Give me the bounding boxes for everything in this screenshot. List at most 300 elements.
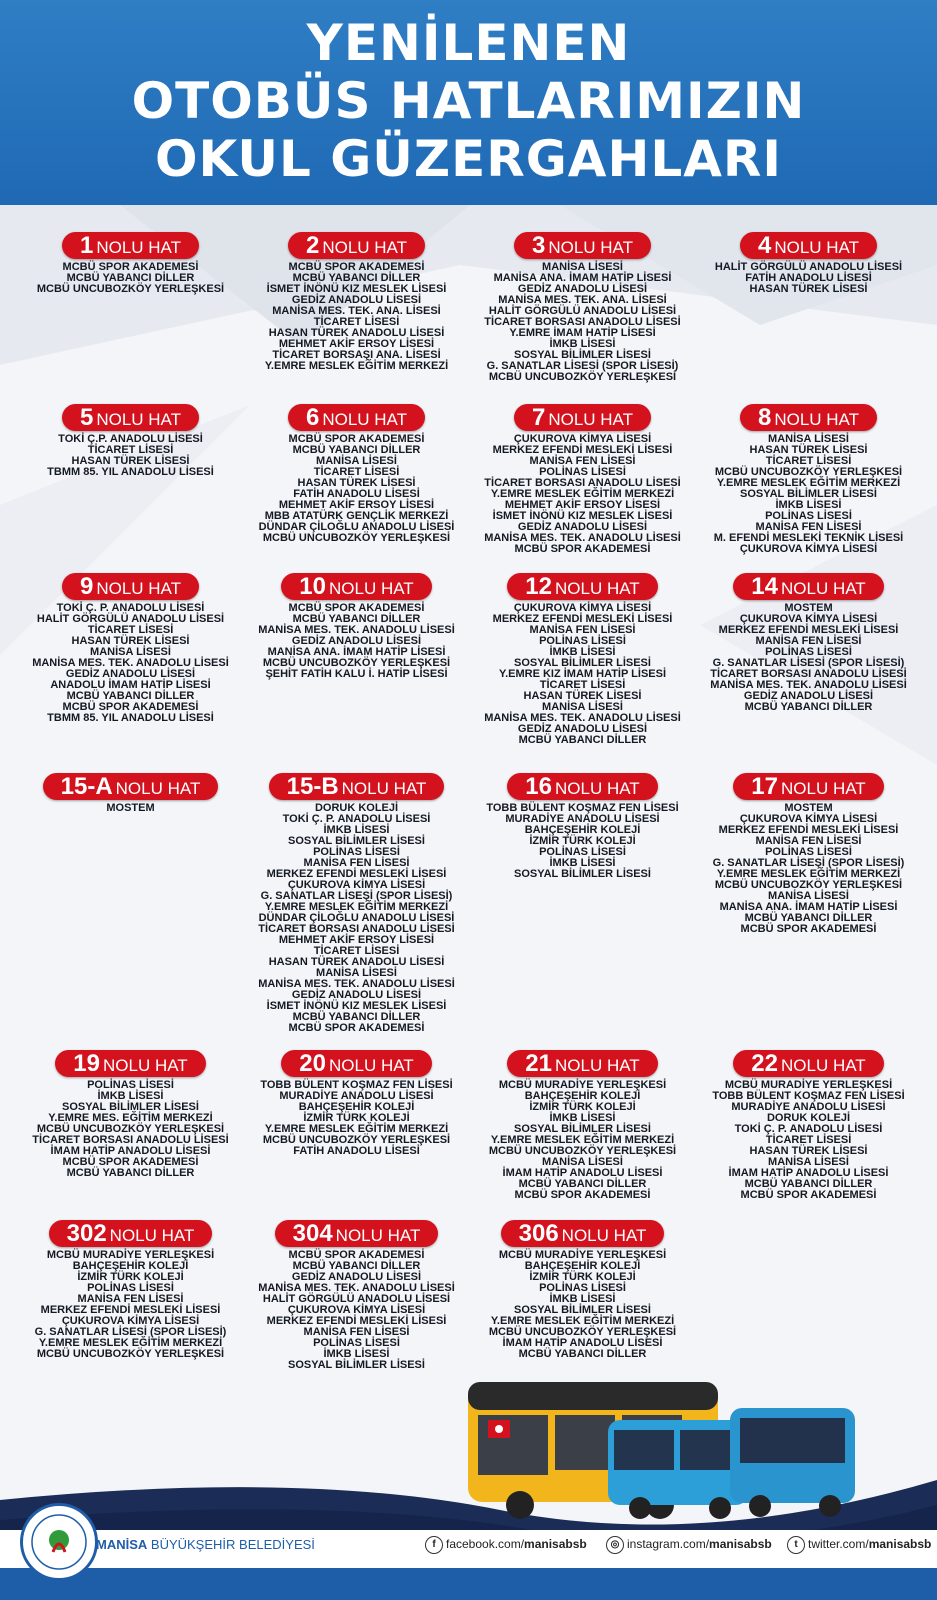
stop-item: MEHMET AKİF ERSOY LİSESİ [504,499,661,511]
stop-item: MCBÜ MURADİYE YERLEŞKESİ [498,1249,667,1261]
stop-item: TİCARET BORSASI ANADOLU LİSESİ [32,1134,229,1146]
twitter-handle: manisabsb [868,1537,932,1552]
stop-item: SOSYAL BİLİMLER LİSESİ [288,1359,425,1371]
stop-item: MANİSA ANA. İMAM HATİP LİSESİ [719,901,898,913]
route-badge [269,773,445,800]
route-number: 16 [525,773,552,800]
route-badge [275,1220,439,1247]
stop-item: İMAM HATİP ANADOLU LİSESİ [502,1337,663,1349]
stop-item: SOSYAL BİLİMLER LİSESİ [62,1101,199,1113]
stop-item: MCBÜ SPOR AKADEMESİ [288,1022,425,1034]
route-badge [514,404,651,431]
stop-item: TİCARET LİSESİ [765,455,852,467]
stop-item: POLİNAS LİSESİ [539,635,626,647]
stop-item: MOSTEM [784,602,833,614]
stop-item: SOSYAL BİLİMLER LİSESİ [514,1123,651,1135]
stop-item: Y.EMRE MESLEK EĞİTİM MERKEZİ [38,1337,223,1349]
route-badge [62,232,199,259]
route-card [18,232,243,295]
stop-item: Y.EMRE MESLEK EĞİTİM MERKEZİ [490,1134,675,1146]
stop-item: TOKİ Ç. P. ANADOLU LİSESİ [56,602,205,614]
stop-item: MCBÜ UNCUBOZKÖY YERLEŞKESİ [488,1145,677,1157]
stop-item: MEHMET AKİF ERSOY LİSESİ [278,934,435,946]
route-badge [288,404,425,431]
route-card [18,1220,243,1360]
stop-item: TİCARET BORSASI ANADOLU LİSESİ [484,316,681,328]
stop-item: MURADİYE ANADOLU LİSESİ [279,1090,434,1102]
stop-item: SOSYAL BİLİMLER LİSESİ [514,868,651,880]
stop-item: MCBÜ YABANCI DİLLER [518,1348,647,1360]
route-label: NOLU HAT [335,1226,421,1245]
stop-item: MCBÜ YABANCI DİLLER [66,690,195,702]
stop-item: MANİSA LİSESİ [542,701,623,713]
stop-item: MEHMET AKİF ERSOY LİSESİ [278,499,435,511]
brand-name [96,1537,315,1552]
stop-list [470,603,695,746]
stop-list [18,603,243,724]
route-card [696,573,921,713]
stop-item: BAHÇEŞEHİR KOLEJİ [72,1260,189,1272]
stop-item: TOBB BÜLENT KOŞMAZ FEN LİSESİ [486,802,679,814]
stop-item: MCBÜ YABANCI DİLLER [744,1178,873,1190]
route-number: 15-B [286,773,339,800]
route-card [18,773,243,814]
stop-item: MCBÜ UNCUBOZKÖY YERLEŞKESİ [262,657,451,669]
stop-item: G. SANATLAR LİSESİ (SPOR LİSESİ) [486,360,679,372]
stop-item: POLİNAS LİSESİ [765,846,852,858]
route-label: NOLU HAT [322,238,408,257]
stop-item: HALİT GÖRGÜLÜ ANADOLU LİSESİ [262,1293,451,1305]
stop-item: HASAN TÜREK ANADOLU LİSESİ [268,327,445,339]
stop-item: POLİNAS LİSESİ [765,646,852,658]
stop-list [696,603,921,713]
stop-item: BAHÇEŞEHİR KOLEJİ [298,1101,415,1113]
route-label: NOLU HAT [103,1056,188,1075]
route-badge [281,1050,431,1077]
stop-item: SOSYAL BİLİMLER LİSESİ [514,349,651,361]
route-label: NOLU HAT [555,779,640,798]
stop-item: İZMİR TÜRK KOLEJİ [529,1101,636,1113]
stop-item: MANİSA MES. TEK. ANADOLU LİSESİ [258,978,455,990]
stop-item: MANİSA MES. TEK. ANADOLU LİSESİ [484,532,681,544]
route-card [696,232,921,295]
title-line-3: OKUL GÜZERGAHLARI [154,130,783,188]
stop-item: ÇUKUROVA KİMYA LİSESİ [739,613,878,625]
route-label: NOLU HAT [329,579,414,598]
stop-item: POLİNAS LİSESİ [539,1282,626,1294]
stop-item: HASAN TÜREK ANADOLU LİSESİ [268,956,445,968]
stop-item: POLİNAS LİSESİ [313,846,400,858]
route-card [244,773,469,1034]
stop-item: HASAN TÜREK LİSESİ [523,690,642,702]
route-number: 304 [292,1220,333,1247]
route-number: 17 [751,773,778,800]
route-number: 15-A [60,773,113,800]
route-number: 12 [525,573,552,600]
route-label: NOLU HAT [96,410,182,429]
route-label: NOLU HAT [341,779,427,798]
stop-item: Y.EMRE İMAM HATİP LİSESİ [509,327,656,339]
stop-item: MBB ATATÜRK GENÇLİK MERKEZİ [264,510,449,522]
title-line-2: OTOBÜS HATLARIMIZIN [131,72,806,130]
twitter-icon: t [787,1536,805,1554]
stop-item: MCBÜ YABANCI DİLLER [744,912,873,924]
stop-item: MERKEZ EFENDİ MESLEKİ LİSESİ [492,613,673,625]
route-card [470,232,695,383]
stop-item: MCBÜ MURADİYE YERLEŞKESİ [498,1079,667,1091]
stop-item: MCBÜ UNCUBOZKÖY YERLEŞKESİ [262,1134,451,1146]
stop-item: Y.EMRE KIZ İMAM HATİP LİSESİ [498,668,667,680]
route-label: NOLU HAT [781,779,866,798]
stop-item: MCBÜ SPOR AKADEMESİ [62,1156,199,1168]
stop-list [244,262,469,372]
route-label: NOLU HAT [96,238,182,257]
stop-item: MCBÜ SPOR AKADEMESİ [288,1249,425,1261]
route-card [470,1050,695,1201]
stop-item: MERKEZ EFENDİ MESLEKİ LİSESİ [266,1315,447,1327]
route-label: NOLU HAT [561,1226,647,1245]
stop-item: GEDİZ ANADOLU LİSESİ [291,1271,422,1283]
facebook-link[interactable] [425,1536,587,1554]
stop-list [244,1250,469,1371]
stop-item: TOBB BÜLENT KOŞMAZ FEN LİSESİ [260,1079,453,1091]
stop-item: MANİSA LİSESİ [90,646,171,658]
stop-item: SOSYAL BİLİMLER LİSESİ [288,835,425,847]
stop-item: MCBÜ SPOR AKADEMESİ [514,543,651,555]
stop-item: İMKB LİSESİ [323,1348,390,1360]
route-badge [288,232,425,259]
stop-item: HASAN TÜREK LİSESİ [71,635,190,647]
stop-item: M. EFENDİ MESLEKİ TEKNİK LİSESİ [713,532,904,544]
route-number: 19 [73,1050,100,1077]
stop-item: MOSTEM [784,802,833,814]
stop-list [244,1080,469,1157]
stop-item: GEDİZ ANADOLU LİSESİ [517,521,648,533]
stop-item: SOSYAL BİLİMLER LİSESİ [740,488,877,500]
stop-item: GEDİZ ANADOLU LİSESİ [291,635,422,647]
stop-item: MANİSA MES. TEK. ANA. LİSESİ [498,294,667,306]
route-label: NOLU HAT [109,1226,195,1245]
stop-list [470,803,695,880]
stop-item: İMKB LİSESİ [323,824,390,836]
stop-item: DORUK KOLEJİ [314,802,399,814]
stop-item: Y.EMRE MESLEK EĞİTİM MERKEZİ [716,868,901,880]
stop-item: TOKİ Ç. P. ANADOLU LİSESİ [734,1123,883,1135]
stop-item: Y.EMRE MESLEK EĞİTİM MERKEZİ [264,1123,449,1135]
stop-item: İZMİR TÜRK KOLEJİ [529,835,636,847]
stop-item: ÇUKUROVA KİMYA LİSESİ [287,879,426,891]
stop-item: TİCARET BORSASI ANADOLU LİSESİ [484,477,681,489]
route-card [470,573,695,746]
stop-item: MCBÜ MURADİYE YERLEŞKESİ [724,1079,893,1091]
stop-item: MCBÜ YABANCI DİLLER [744,701,873,713]
stop-item: TOKİ Ç.P. ANADOLU LİSESİ [58,433,203,445]
stop-item: MCBÜ SPOR AKADEMESİ [740,1189,877,1201]
route-card [244,1220,469,1371]
stop-item: İMKB LİSESİ [97,1090,164,1102]
route-card [18,404,243,478]
route-label: NOLU HAT [115,779,201,798]
stop-item: MCBÜ SPOR AKADEMESİ [288,602,425,614]
route-number: 10 [299,573,326,600]
stop-list [244,803,469,1034]
stop-item: MANİSA LİSESİ [542,261,623,273]
stop-item: HALİT GÖRGÜLÜ ANADOLU LİSESİ [488,305,677,317]
route-card [696,404,921,555]
facebook-handle: manisabsb [524,1537,587,1552]
instagram-icon: ◎ [606,1536,624,1554]
stop-list [244,434,469,544]
route-badge [55,1050,205,1077]
bus-blue-icon [608,1420,748,1519]
stop-item: FATİH ANADOLU LİSESİ [745,272,872,284]
stop-item: ÇUKUROVA KİMYA LİSESİ [739,813,878,825]
route-card [244,404,469,544]
stop-item: Y.EMRE MES. EĞİTİM MERKEZİ [48,1112,213,1124]
twitter-prefix: twitter.com/ [808,1537,869,1552]
route-badge [281,573,431,600]
stop-item: ÇUKUROVA KİMYA LİSESİ [513,602,652,614]
route-card [18,1050,243,1179]
stop-item: G. SANATLAR LİSESİ (SPOR LİSESİ) [34,1326,227,1338]
route-number: 306 [518,1220,559,1247]
stop-item: İMKB LİSESİ [775,499,842,511]
stop-item: MCBÜ SPOR AKADEMESİ [288,433,425,445]
stop-item: GEDİZ ANADOLU LİSESİ [65,668,196,680]
route-label: NOLU HAT [781,579,866,598]
stop-item: İSMET İNÖNÜ KIZ MESLEK LİSESİ [266,283,447,295]
stop-list [18,803,243,814]
stop-item: TİCARET LİSESİ [313,945,400,957]
route-number: 20 [299,1050,326,1077]
stop-list [696,434,921,555]
stop-item: HASAN TÜREK LİSESİ [749,283,868,295]
stop-item: TOKİ Ç. P. ANADOLU LİSESİ [282,813,431,825]
stop-item: ÇUKUROVA KİMYA LİSESİ [287,1304,426,1316]
stop-item: MANİSA FEN LİSESİ [529,455,636,467]
stop-item: İMKB LİSESİ [549,646,616,658]
stop-item: TBMM 85. YIL ANADOLU LİSESİ [47,712,214,724]
route-badge [733,1050,883,1077]
stop-item: GEDİZ ANADOLU LİSESİ [291,294,422,306]
route-number: 4 [757,232,772,259]
stop-item: MANİSA MES. TEK. ANADOLU LİSESİ [258,624,455,636]
twitter-link[interactable] [787,1536,931,1554]
brand-bold: MANİSA [96,1537,148,1552]
stop-item: POLİNAS LİSESİ [87,1282,174,1294]
stop-item: MERKEZ EFENDİ MESLEKİ LİSESİ [492,444,673,456]
route-card [244,1050,469,1157]
stop-item: MCBÜ YABANCI DİLLER [292,272,421,284]
stop-item: HASAN TÜREK LİSESİ [749,444,868,456]
route-number: 2 [305,232,320,259]
route-number: 302 [66,1220,107,1247]
stop-item: TİCARET LİSESİ [313,466,400,478]
stop-item: MANİSA ANA. İMAM HATİP LİSESİ [267,646,446,658]
route-number: 5 [79,404,94,431]
stop-list [470,1080,695,1201]
stop-item: MCBÜ YABANCI DİLLER [292,444,421,456]
route-card [696,773,921,935]
route-number: 3 [531,232,546,259]
stop-item: Y.EMRE MESLEK EĞİTİM MERKEZİ [264,901,449,913]
stop-item: MCBÜ UNCUBOZKÖY YERLEŞKESİ [714,879,903,891]
stop-item: Y.EMRE MESLEK EĞİTİM MERKEZİ [490,488,675,500]
stop-list [18,1080,243,1179]
stop-item: MEHMET AKİF ERSOY LİSESİ [278,338,435,350]
stop-item: G. SANATLAR LİSESİ (SPOR LİSESİ) [712,657,905,669]
stop-item: MCBÜ UNCUBOZKÖY YERLEŞKESİ [36,1348,225,1360]
stop-item: MANİSA MES. TEK. ANADOLU LİSESİ [258,1282,455,1294]
stop-item: MERKEZ EFENDİ MESLEKİ LİSESİ [718,824,899,836]
stop-list [696,1080,921,1201]
stop-item: POLİNAS LİSESİ [87,1079,174,1091]
stop-item: MCBÜ UNCUBOZKÖY YERLEŞKESİ [36,283,225,295]
stop-item: MANİSA FEN LİSESİ [755,835,862,847]
route-badge [507,773,657,800]
stop-item: ŞEHİT FATİH KALU İ. HATİP LİSESİ [265,668,448,680]
stop-item: Y.EMRE MESLEK EĞİTİM MERKEZİ [490,1315,675,1327]
route-card [244,573,469,680]
stop-item: MANİSA FEN LİSESİ [529,624,636,636]
stop-item: TİCARET LİSESİ [313,316,400,328]
stop-item: İMKB LİSESİ [549,338,616,350]
stop-item: MANİSA MES. TEK. ANADOLU LİSESİ [710,679,907,691]
stop-item: TİCARET LİSESİ [87,624,174,636]
instagram-prefix: instagram.com/ [627,1537,710,1552]
route-label: NOLU HAT [774,238,860,257]
route-card [470,773,695,880]
route-badge [507,1050,657,1077]
stop-item: HASAN TÜREK LİSESİ [297,477,416,489]
stop-item: MANİSA FEN LİSESİ [755,635,862,647]
route-label: NOLU HAT [96,579,182,598]
stop-item: MCBÜ UNCUBOZKÖY YERLEŞKESİ [36,1123,225,1135]
route-card [18,573,243,724]
stop-list [18,262,243,295]
stop-item: G. SANATLAR LİSEŞİ (SPOR LİSESİ) [712,857,905,869]
stop-item: FATİH ANADOLU LİSESİ [293,488,420,500]
stop-item: MANİSA LİSESİ [768,890,849,902]
stop-item: MCBÜ YABANCI DİLLER [66,1167,195,1179]
route-label: NOLU HAT [548,238,634,257]
stop-item: MANİSA MES. TEK. ANADOLU LİSESİ [32,657,229,669]
municipality-logo [20,1503,98,1581]
stop-item: MOSTEM [106,802,155,814]
route-number: 14 [751,573,778,600]
stop-item: MCBÜ YABANCI DİLLER [66,272,195,284]
stop-item: MCBÜ SPOR AKADEMESİ [514,1189,651,1201]
stop-item: MURADİYE ANADOLU LİSESİ [731,1101,886,1113]
route-number: 8 [757,404,772,431]
route-badge [501,1220,665,1247]
route-badge [507,573,657,600]
stop-item: MCBÜ SPOR AKADEMESİ [62,701,199,713]
stop-list [244,603,469,680]
route-number: 6 [305,404,320,431]
instagram-handle: manisabsb [709,1537,772,1552]
stop-item: MERKEZ EFENDİ MESLEKİ LİSESİ [718,624,899,636]
stop-item: GEDİZ ANADOLU LİSESİ [517,283,648,295]
stop-item: MANİSA MES. TEK. ANA. LİSESİ [272,305,441,317]
stop-item: MANİSA LİSESİ [316,455,397,467]
stop-item: İMKB LİSESİ [549,1112,616,1124]
stop-item: POLİNAS LİSESİ [539,466,626,478]
stop-item: MCBÜ UNCUBOZKÖY YERLEŞKESİ [488,1326,677,1338]
route-number: 22 [751,1050,778,1077]
stop-item: MANİSA LİSESİ [768,433,849,445]
stop-item: MCBÜ SPOR AKADEMESİ [62,261,199,273]
stop-item: TİCARET LİSESİ [765,1134,852,1146]
stop-item: DÜNDAR ÇİLOĞLU ANADOLU LİSESİ [258,521,455,533]
stop-item: MCBÜ UNCUBOZKÖY YERLEŞKESİ [714,466,903,478]
stop-item: ANADOLU İMAM HATİP LİSESİ [50,679,211,691]
stop-item: Y.EMRE MESLEK EĞİTİM MERKEZİ [264,360,449,372]
route-label: NOLU HAT [329,1056,414,1075]
route-label: NOLU HAT [774,410,860,429]
stop-item: MANİSA FEN LİSESİ [77,1293,184,1305]
stop-item: MANİSA FEN LİSESİ [303,1326,410,1338]
stop-item: POLİNAS LİSESİ [539,846,626,858]
stop-item: MANİSA ANA. İMAM HATİP LİSESİ [493,272,672,284]
route-card [470,1220,695,1360]
stop-item: MCBÜ UNCUBOZKÖY YERLEŞKESİ [262,532,451,544]
stop-item: ÇUKUROVA KİMYA LİSESİ [739,543,878,555]
route-number: 21 [525,1050,552,1077]
stop-item: İMKB LİSESİ [549,857,616,869]
route-badge [733,573,883,600]
stop-item: MERKEZ EFENDİ MESLEKİ LİSESİ [40,1304,221,1316]
stop-item: İSMET İNÖNÜ KIZ MESLEK LİSESİ [492,510,673,522]
stop-item: HALİT GÖRGÜLÜ ANADOLU LİSESİ [36,613,225,625]
route-number: 7 [531,404,546,431]
stop-item: Y.EMRE MESLEK EĞİTİM MERKEZİ [716,477,901,489]
stop-item: TİCARET BORSASI ANADOLU LİSESİ [710,668,907,680]
stop-item: MURADİYE ANADOLU LİSESİ [505,813,660,825]
stop-item: İMAM HATİP ANADOLU LİSESİ [50,1145,211,1157]
stop-item: MANİSA FEN LİSESİ [303,857,410,869]
route-badge [740,404,877,431]
instagram-link[interactable] [606,1536,772,1554]
route-badge [62,404,199,431]
stop-item: MCBÜ YABANCI DİLLER [292,613,421,625]
stop-item: MCBÜ YABANCI DİLLER [518,1178,647,1190]
stop-item: POLİNAS LİSESİ [313,1337,400,1349]
stop-item: MANİSA LİSESİ [542,1156,623,1168]
stop-item: MANİSA FEN LİSESİ [755,521,862,533]
stop-item: TOBB BÜLENT KOŞMAZ FEN LİSESİ [712,1090,905,1102]
stop-item: DORUK KOLEJİ [766,1112,851,1124]
stop-list [18,1250,243,1360]
route-card [470,404,695,555]
footer-stripe [0,1568,937,1600]
brand-rest: BÜYÜKŞEHİR BELEDİYESİ [147,1537,315,1552]
stop-item: DÜNDAR ÇİLOĞLU ANADOLU LİSESİ [258,912,455,924]
stop-item: İSMET İNÖNÜ KIZ MESLEK LİSESİ [266,1000,447,1012]
stop-item: TBMM 85. YIL ANADOLU LİSESİ [47,466,214,478]
stop-item: GEDİZ ANADOLU LİSESİ [743,690,874,702]
stop-item: POLİNAS LİSESİ [765,510,852,522]
route-label: NOLU HAT [555,1056,640,1075]
route-label: NOLU HAT [555,579,640,598]
stop-item: G. SANATLAR LİSEŞİ (SPOR LİSESİ) [260,890,453,902]
stop-item: TİCARET BORSASI ANADOLU LİSESİ [258,923,455,935]
stop-item: MCBÜ YABANCI DİLLER [518,734,647,746]
stop-item: SOSYAL BİLİMLER LİSESİ [514,657,651,669]
stop-list [470,434,695,555]
stop-item: MCBÜ YABANCI DİLLER [292,1011,421,1023]
route-badge [740,232,877,259]
